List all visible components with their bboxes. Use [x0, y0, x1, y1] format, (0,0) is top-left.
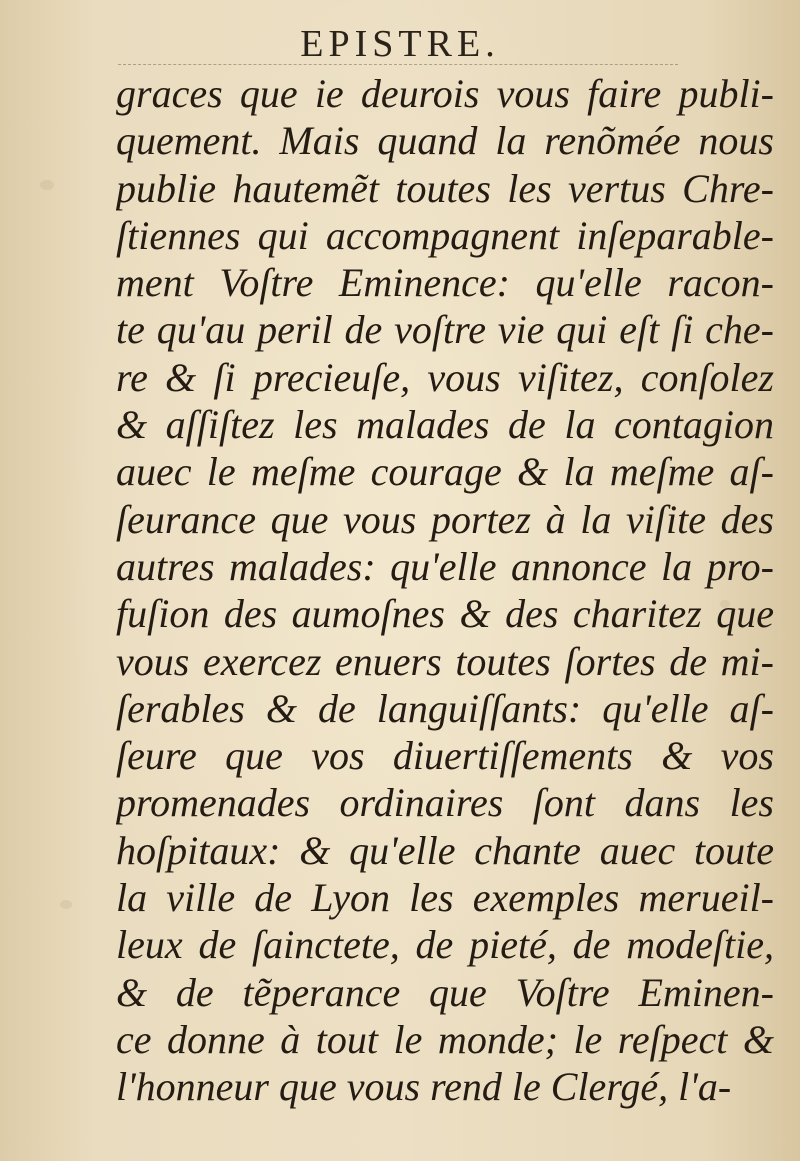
text-line: graces que ie deurois vous faire publi-	[116, 71, 774, 116]
text-line: fuſion des aumoſnes & des charitez que	[116, 591, 774, 637]
text-line: hoſpitaux: & qu'elle chante auec toute	[116, 827, 774, 873]
text-line: leux de ſainctete, de pieté, de modeſtie,	[116, 922, 774, 968]
text-line: ce donne à tout le monde; le reſpect &	[116, 1016, 774, 1062]
text-line: l'honneur que vous rend le Clergé, l'a-	[116, 1064, 732, 1110]
text-line: publie hautemẽt toutes les vertus Chre-	[116, 165, 774, 211]
text-line: ſerables & de languiſſants: qu'elle aſ-	[116, 685, 774, 731]
text-line: ſeure que vos diuertiſſements & vos	[116, 733, 774, 779]
text-line: te qu'au peril de voſtre vie qui eſt ſi che-	[116, 307, 774, 353]
text-line: & aſſiſtez les malades de la contagion	[116, 402, 774, 448]
paper-stain	[60, 900, 72, 909]
header-rule	[118, 64, 678, 65]
text-line: autres malades: qu'elle annonce la pro-	[116, 543, 774, 589]
text-line: & de tẽperance que Voſtre Eminen-	[116, 969, 774, 1015]
text-line: quement. Mais quand la renõmée nous	[116, 118, 774, 164]
text-line: re & ſi precieuſe, vous viſitez, conſolez	[116, 354, 774, 400]
text-line: promenades ordinaires ſont dans les	[116, 780, 774, 826]
text-line: la ville de Lyon les exemples merueil-	[116, 875, 774, 921]
text-line: ſeurance que vous portez à la viſite des	[116, 496, 774, 542]
text-line: vous exercez enuers toutes ſortes de mi-	[116, 638, 774, 684]
running-head: EPISTRE.	[300, 23, 500, 65]
text-line: auec le meſme courage & la meſme aſ-	[116, 449, 774, 495]
paper-stain	[40, 180, 54, 190]
body-text	[116, 70, 774, 1111]
text-line: ment Voſtre Eminence: qu'elle racon-	[116, 260, 774, 306]
text-line: ſtiennes qui accompagnent inſeparable-	[116, 212, 774, 258]
